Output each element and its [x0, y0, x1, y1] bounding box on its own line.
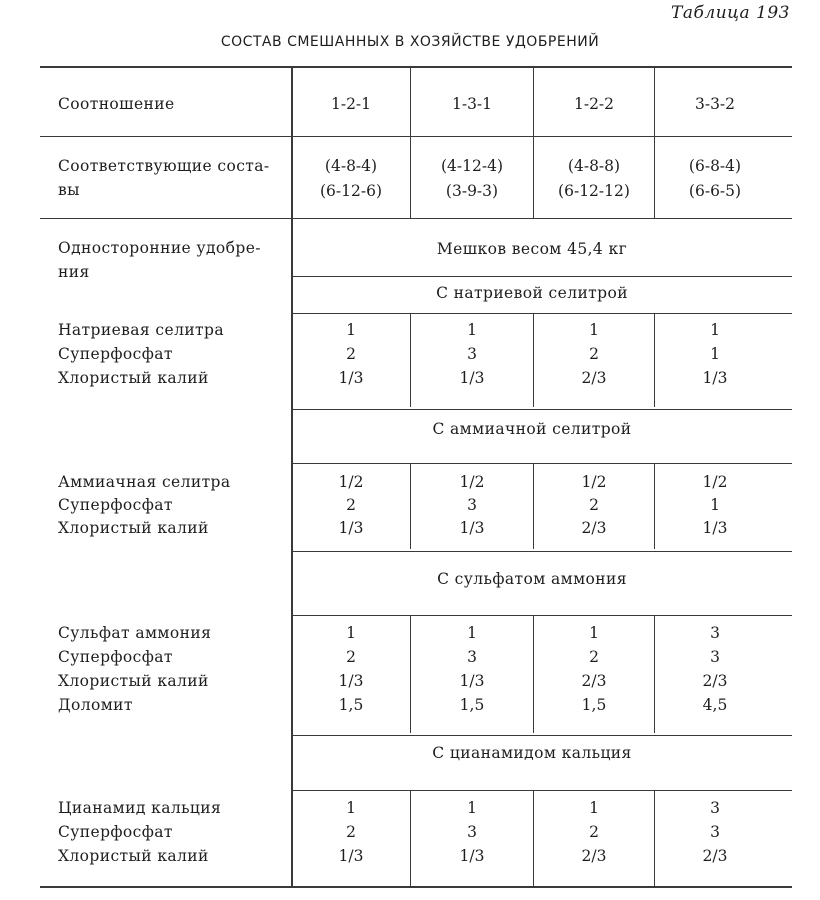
ratio-row-rule	[40, 136, 792, 137]
section-values-top-rule	[292, 790, 792, 791]
row-value: 2/3	[702, 672, 728, 690]
row-value: 1/3	[338, 519, 364, 537]
row-value: 1/3	[702, 519, 728, 537]
row-value: 2	[589, 496, 599, 514]
row-value: 2/3	[581, 519, 607, 537]
row-label: Суперфосфат	[58, 496, 173, 514]
section-heading: С натриевой селитрой	[436, 284, 628, 302]
row-value: 2	[589, 345, 599, 363]
row-label: Суперфосфат	[58, 345, 173, 363]
row-value: 1	[589, 624, 599, 642]
ratio-value: 1-2-2	[573, 95, 615, 113]
bags-row-rule	[292, 276, 792, 277]
row-value: 2	[589, 823, 599, 841]
composition-value: (3-9-3)	[445, 182, 499, 200]
row-value: 1	[467, 624, 477, 642]
row-value: 3	[467, 496, 477, 514]
ratio-value: 3-3-2	[694, 95, 736, 113]
section-values-bottom-rule	[292, 551, 792, 552]
row-label: Суперфосфат	[58, 648, 173, 666]
row-value: 3	[710, 799, 720, 817]
row-label: Хлористый калий	[58, 369, 209, 387]
row-value: 1,5	[581, 696, 607, 714]
table-number: Таблица 193	[671, 3, 790, 23]
row-value: 2	[346, 648, 356, 666]
row-value: 1,5	[459, 696, 485, 714]
single-fertilizers-label: Односторонние удобре-	[58, 239, 261, 257]
section-values-top-rule	[292, 463, 792, 464]
single-fertilizers-label-cont: ния	[58, 263, 90, 281]
section-heading: С цианамидом кальция	[432, 744, 632, 762]
row-value: 1/2	[459, 473, 485, 491]
row-value: 2	[346, 496, 356, 514]
row-value: 1	[710, 321, 720, 339]
section-values-top-rule	[292, 615, 792, 616]
row-value: 1	[467, 321, 477, 339]
row-value: 2/3	[581, 847, 607, 865]
top-rule	[40, 66, 792, 68]
row-value: 3	[710, 648, 720, 666]
composition-value: (4-8-4)	[324, 157, 378, 175]
row-value: 3	[710, 823, 720, 841]
section-values-top-rule	[292, 313, 792, 314]
row-value: 1/3	[459, 519, 485, 537]
row-value: 2	[346, 823, 356, 841]
composition-value: (6-12-12)	[558, 182, 630, 200]
composition-row-rule	[40, 218, 792, 219]
row-label: Суперфосфат	[58, 823, 173, 841]
row-value: 3	[467, 345, 477, 363]
row-label: Цианамид кальция	[58, 799, 222, 817]
compositions-label: Соответствующие соста-	[58, 157, 270, 175]
row-value: 1	[467, 799, 477, 817]
composition-value: (4-12-4)	[440, 157, 503, 175]
row-value: 1/2	[581, 473, 607, 491]
section-heading: С аммиачной селитрой	[432, 420, 632, 438]
row-value: 1/2	[702, 473, 728, 491]
row-label: Хлористый калий	[58, 847, 209, 865]
row-value: 3	[710, 624, 720, 642]
table-title: СОСТАВ СМЕШАННЫХ В ХОЗЯЙСТВЕ УДОБРЕНИЙ	[220, 34, 600, 50]
row-value: 1	[589, 799, 599, 817]
row-value: 2	[589, 648, 599, 666]
row-value: 1/3	[459, 847, 485, 865]
row-value: 2/3	[581, 369, 607, 387]
composition-value: (4-8-8)	[567, 157, 621, 175]
row-value: 1/3	[338, 847, 364, 865]
ratio-value: 1-3-1	[451, 95, 493, 113]
row-value: 3	[467, 648, 477, 666]
row-value: 1	[589, 321, 599, 339]
row-value: 1	[710, 345, 720, 363]
row-label: Хлористый калий	[58, 519, 209, 537]
row-value: 3	[467, 823, 477, 841]
bags-header: Мешков весом 45,4 кг	[436, 240, 628, 258]
row-value: 4,5	[702, 696, 728, 714]
section-values-bottom-rule	[292, 409, 792, 410]
row-label: Аммиачная селитра	[58, 473, 231, 491]
row-value: 1	[346, 321, 356, 339]
row-label: Доломит	[58, 696, 133, 714]
row-label: Сульфат аммония	[58, 624, 212, 642]
section-heading: С сульфатом аммония	[437, 570, 627, 588]
bottom-rule	[40, 886, 792, 888]
ratio-label: Соотношение	[58, 95, 175, 113]
row-value: 1/2	[338, 473, 364, 491]
row-value: 2	[346, 345, 356, 363]
row-value: 1	[710, 496, 720, 514]
row-value: 1/3	[459, 672, 485, 690]
row-label: Хлористый калий	[58, 672, 209, 690]
row-value: 2/3	[702, 847, 728, 865]
section-values-bottom-rule	[292, 735, 792, 736]
row-value: 1/3	[702, 369, 728, 387]
composition-value: (6-12-6)	[319, 182, 382, 200]
compositions-label-cont: вы	[58, 181, 80, 199]
row-value: 2/3	[581, 672, 607, 690]
ratio-value: 1-2-1	[330, 95, 372, 113]
row-value: 1/3	[338, 672, 364, 690]
row-value: 1/3	[338, 369, 364, 387]
row-value: 1	[346, 799, 356, 817]
row-value: 1	[346, 624, 356, 642]
row-value: 1/3	[459, 369, 485, 387]
row-label: Натриевая селитра	[58, 321, 225, 339]
composition-value: (6-6-5)	[688, 182, 742, 200]
row-value: 1,5	[338, 696, 364, 714]
composition-value: (6-8-4)	[688, 157, 742, 175]
